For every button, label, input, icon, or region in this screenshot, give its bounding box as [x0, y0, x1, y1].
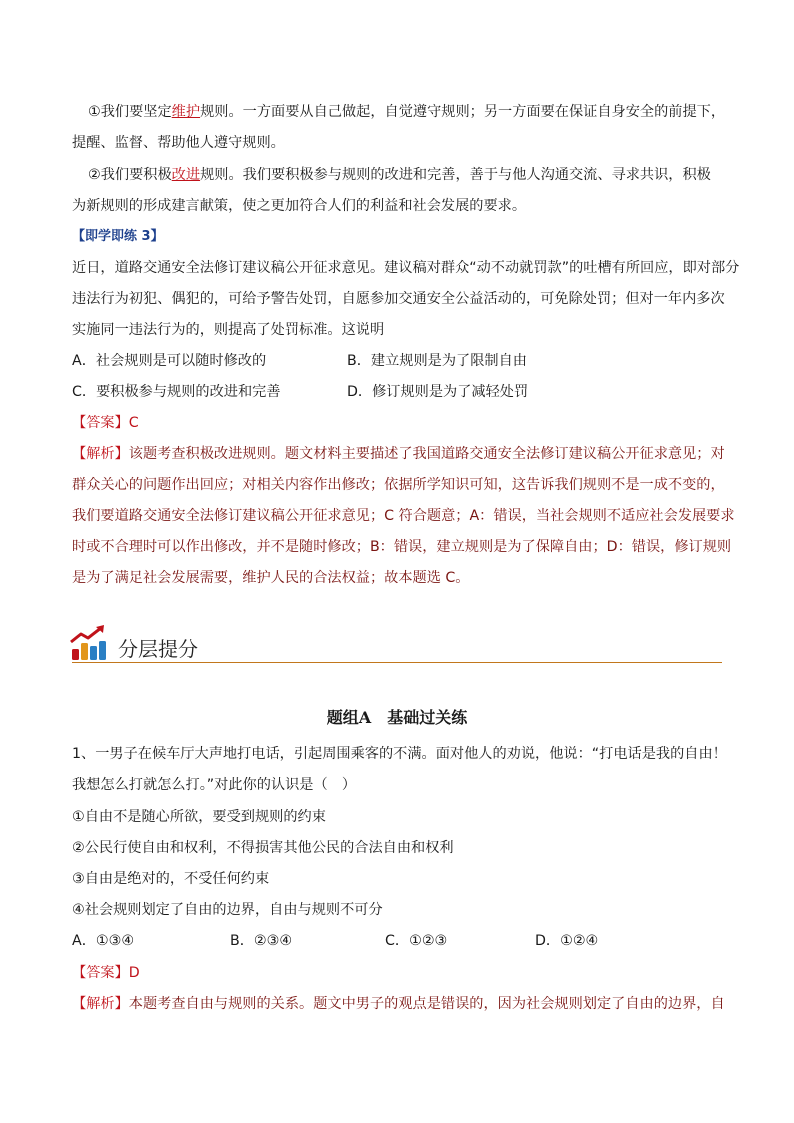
practice-heading: 【即学即练 3】: [72, 229, 164, 244]
rules-p1-line2: 提醒、监督、帮助他人遵守规则。: [72, 135, 285, 151]
q1-option-d: D．①②④: [535, 933, 599, 949]
q1-option-c: C．①②③: [385, 933, 448, 949]
q1-statement: ②公民行使自由和权利，不得损害其他公民的合法自由和权利: [72, 840, 454, 856]
keyword-improve: 改进: [171, 167, 201, 183]
practice-analysis-line1: [72, 444, 725, 464]
practice-option-a: A．社会规则是可以随时修改的: [72, 353, 267, 369]
practice-analysis-line: 是为了满足社会发展需要，维护人民的合法权益；故本题选 C。: [72, 570, 470, 586]
q1-analysis-text: 本题考查自由与规则的关系。题文中男子的观点是错误的，因为社会规则划定了自由的边界，自: [128, 996, 725, 1012]
q1-statement: ①自由不是随心所欲，要受到规则的约束: [72, 809, 326, 825]
practice-stem-line: 近日，道路交通安全法修订建议稿公开征求意见。建议稿对群众“动不动就罚款”的吐槽有所回应，即对部分: [72, 260, 740, 276]
rules-p2-line1: [88, 165, 711, 185]
practice-stem-line: 违法行为初犯、偶犯的，可给予警告处罚，自愿参加交通安全公益活动的，可免除处罚；但对一年内多次: [72, 291, 725, 307]
q1-answer: [72, 963, 140, 983]
q1-answer-value: D: [128, 965, 140, 981]
chart-growth-icon: [70, 625, 110, 663]
q1-answer-label: 【答案】: [72, 965, 129, 981]
q1-analysis-label: 【解析】: [72, 996, 129, 1012]
p1-rest: 规则。一方面要从自己做起，自觉遵守规则；另一方面要在保证自身安全的前提下，: [200, 104, 726, 120]
icon-bar: [81, 643, 88, 660]
analysis-label: 【解析】: [72, 446, 129, 462]
analysis-text: 该题考查积极改进规则。题文材料主要描述了我国道路交通安全法修订建议稿公开征求意见；对: [128, 446, 725, 462]
section-divider: [72, 662, 722, 663]
answer-label: 【答案】: [72, 415, 129, 431]
q1-statement: ③自由是绝对的，不受任何约束: [72, 871, 270, 887]
rules-p1-line1: [88, 102, 725, 122]
icon-trend-line: [71, 628, 101, 642]
section-title: 分层提分: [118, 637, 198, 661]
practice-stem-line: 实施同一违法行为的，则提高了处罚标准。这说明: [72, 322, 385, 338]
practice-analysis-line: 时或不合理时可以作出修改，并不是随时修改；B：错误，建立规则是为了保障自由；D：错误，修订规则: [72, 539, 732, 555]
q1-analysis-line1: [72, 994, 725, 1014]
q1-option-a: A．①③④: [72, 933, 135, 949]
p1-prefix: ①我们要坚定: [88, 104, 172, 120]
keyword-maintain: 维护: [171, 104, 201, 120]
p2-prefix: ②我们要积极: [88, 167, 172, 183]
icon-bar: [99, 641, 106, 660]
practice-analysis-line: 群众关心的问题作出回应；对相关内容作出修改；依据所学知识可知，这告诉我们规则不是一成不变的，: [72, 477, 725, 493]
practice-analysis-line: 我们要道路交通安全法修订建议稿公开征求意见；C 符合题意；A：错误，当社会规则不适应社会发展要求: [72, 508, 735, 524]
rules-p2-line2: 为新规则的形成建言献策，使之更加符合人们的利益和社会发展的要求。: [72, 198, 527, 214]
practice-answer: [72, 413, 139, 433]
group-a-title: 题组A 基础过关练: [326, 708, 468, 727]
answer-value: C: [128, 415, 139, 431]
icon-bar: [72, 649, 79, 660]
practice-option-c: C．要积极参与规则的改进和完善: [72, 384, 281, 400]
practice-option-b: B．建立规则是为了限制自由: [347, 353, 527, 369]
q1-statement: ④社会规则划定了自由的边界，自由与规则不可分: [72, 902, 383, 918]
q1-option-b: B．②③④: [230, 933, 293, 949]
icon-bar: [90, 646, 97, 660]
p2-rest: 规则。我们要积极参与规则的改进和完善，善于与他人沟通交流、寻求共识，积极: [200, 167, 711, 183]
q1-stem-line: 我想怎么打就怎么打。”对此你的认识是（ ）: [72, 777, 357, 793]
q1-stem-line: 1、一男子在候车厅大声地打电话，引起周围乘客的不满。面对他人的劝说，他说：“打电话是我的自由！: [72, 746, 727, 762]
practice-option-d: D．修订规则是为了减轻处罚: [347, 384, 529, 400]
